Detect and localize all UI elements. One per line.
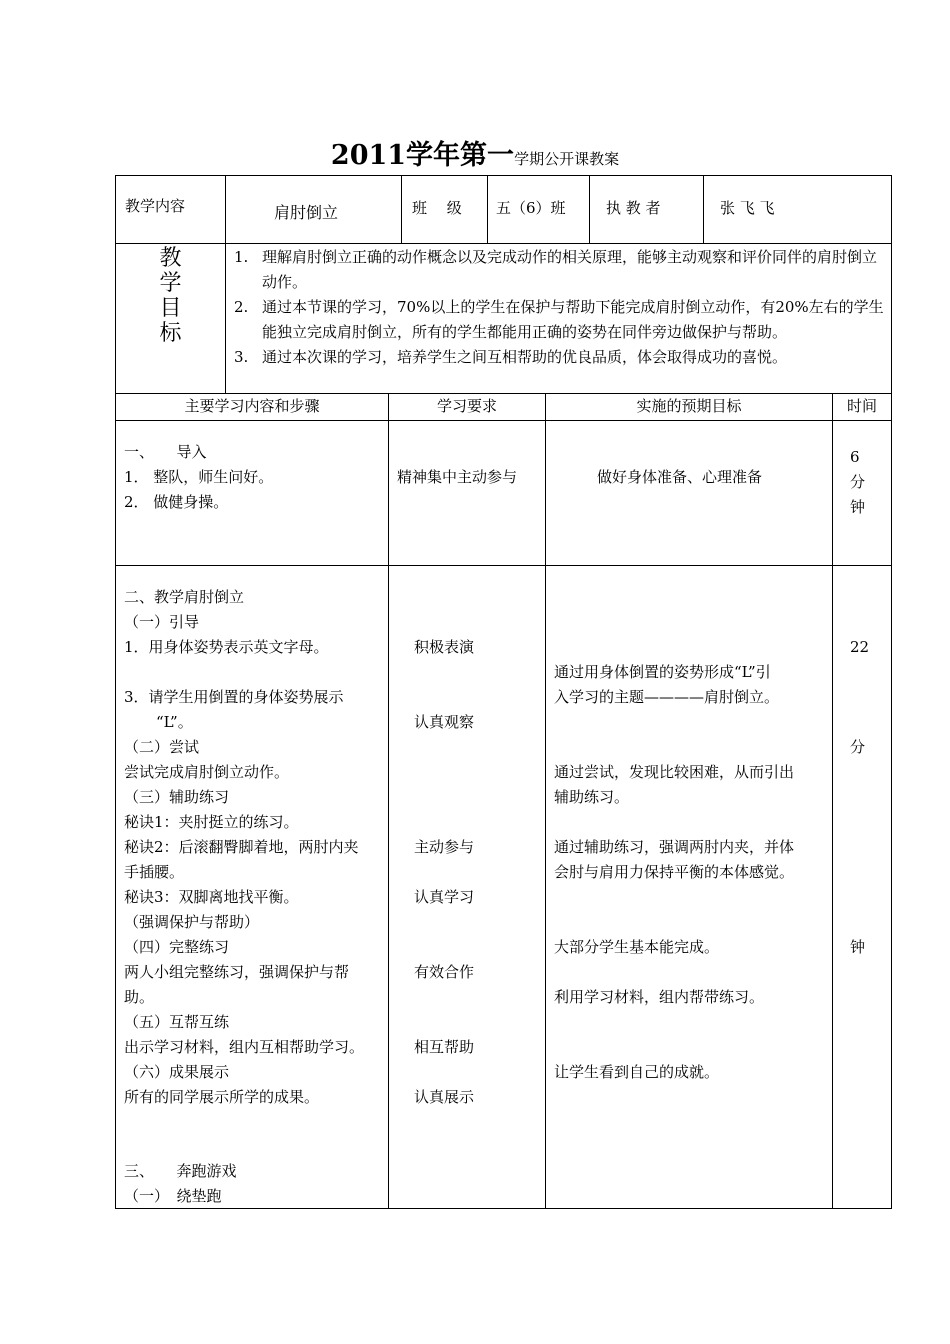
goal-text: 让学生看到自己的成就。 (554, 1063, 720, 1081)
row1-requirement-cell (389, 421, 546, 566)
time-text: 6 (850, 448, 860, 466)
goal-text: 辅助练习。 (554, 788, 630, 806)
content-label: 教学内容 (125, 197, 186, 215)
row1-goal-cell (546, 421, 833, 566)
step-line: 秘诀1：夹肘挺立的练习。 (124, 813, 299, 831)
page-title (0, 133, 950, 172)
class-label-cell (402, 176, 488, 244)
step-line: “L”。 (156, 713, 193, 731)
goal-text: 利用学习材料，组内帮带练习。 (554, 988, 765, 1006)
goals-label-char: 目 (159, 296, 182, 321)
requirement-text: 精神集中主动参与 (397, 468, 518, 486)
teacher-value: 张 飞 飞 (720, 199, 775, 217)
goals-label-char: 标 (159, 321, 182, 346)
col-header-steps: 主要学习内容和步骤 (116, 394, 389, 421)
step-line: （一） 绕垫跑 (124, 1187, 222, 1205)
goal-text: 通过本次课的学习，培养学生之间互相帮助的优良品质，体会取得成功的喜悦。 (262, 348, 788, 366)
class-value-cell (488, 176, 590, 244)
goal-text: 会肘与肩用力保持平衡的本体感觉。 (554, 863, 795, 881)
teacher-label-cell (590, 176, 704, 244)
requirement-text: 认真展示 (414, 1088, 475, 1106)
step-line: （强调保护与帮助） (124, 913, 260, 931)
row2-time-cell (833, 566, 892, 1209)
step-line: 3．请学生用倒置的身体姿势展示 (124, 688, 344, 706)
step-line: 尝试完成肩肘倒立动作。 (124, 763, 290, 781)
lesson-steps-table (115, 393, 892, 1209)
goal-text: 通过用身体倒置的姿势形成“L”引 (554, 663, 771, 681)
goals-label-cell (116, 244, 226, 394)
title-sub: 学期公开课教案 (514, 150, 620, 168)
requirement-text: 主动参与 (414, 838, 475, 856)
step-line: （四）完整练习 (124, 938, 230, 956)
goal-text: 大部分学生基本能完成。 (554, 938, 720, 956)
class-label: 班 级 (412, 199, 462, 217)
col-header-time: 时间 (833, 394, 892, 421)
step-line: 出示学习材料，组内互相帮助学习。 (124, 1038, 365, 1056)
row2-steps-cell (116, 566, 389, 1209)
step-line: 助。 (124, 988, 155, 1006)
goals-label (116, 244, 225, 346)
row1-time-cell (833, 421, 892, 566)
row2-requirement-cell (389, 566, 546, 1209)
teacher-value-cell (704, 176, 892, 244)
requirement-text: 相互帮助 (414, 1038, 475, 1056)
step-line: 一、 导入 (124, 443, 207, 461)
goal-item (226, 345, 885, 370)
content-label-cell (116, 176, 226, 244)
col-header-requirement: 学习要求 (389, 394, 546, 421)
step-line: 秘诀3：双脚离地找平衡。 (124, 888, 299, 906)
requirement-text: 认真学习 (414, 888, 475, 906)
goals-content-cell (226, 244, 892, 394)
lesson-info-table (115, 175, 892, 394)
requirement-text: 认真观察 (414, 713, 475, 731)
step-line: 秘诀2：后滚翻臀脚着地，两肘内夹 (124, 838, 359, 856)
time-text: 22 (850, 638, 870, 656)
requirement-text: 积极表演 (414, 638, 475, 656)
title-main: 2011学年第一 (330, 140, 515, 171)
step-line: （六）成果展示 (124, 1063, 230, 1081)
step-line: 三、 奔跑游戏 (124, 1162, 237, 1180)
step-line: 手插腰。 (124, 863, 185, 881)
goal-number: 1. (234, 248, 249, 266)
step-line: 2． 做健身操。 (124, 493, 229, 511)
time-text: 分 (850, 738, 866, 756)
row2-goal-cell (546, 566, 833, 1209)
requirement-text: 有效合作 (414, 963, 475, 981)
goal-item (226, 245, 885, 295)
step-line: （三）辅助练习 (124, 788, 230, 806)
time-text: 钟 (850, 938, 866, 956)
goal-text: 通过本节课的学习，70%以上的学生在保护与帮助下能完成肩肘倒立动作，有20%左右的学生能独立完成肩肘倒立，所有的学生都能用正确的姿势在同伴旁边做保护与帮助。 (262, 298, 884, 341)
row1-steps-cell (116, 421, 389, 566)
goal-number: 2. (234, 298, 249, 316)
goal-text: 通过尝试，发现比较困难，从而引出 (554, 763, 795, 781)
time-text: 分 (850, 473, 866, 491)
teacher-label: 执 教 者 (606, 199, 661, 217)
goals-label-char: 教 (159, 246, 182, 271)
goal-text: 通过辅助练习，强调两肘内夹，并体 (554, 838, 795, 856)
goal-text: 入学习的主题————肩肘倒立。 (554, 688, 780, 706)
content-value-cell (226, 176, 402, 244)
step-line: （一）引导 (124, 613, 200, 631)
time-text: 钟 (850, 498, 866, 516)
goal-text: 做好身体准备、心理准备 (597, 468, 763, 486)
step-line: （二）尝试 (124, 738, 200, 756)
goal-item (226, 295, 885, 345)
step-line: 二、教学肩肘倒立 (124, 588, 245, 606)
class-value: 五（6）班 (496, 199, 566, 217)
goal-text: 理解肩肘倒立正确的动作概念以及完成动作的相关原理，能够主动观察和评价同伴的肩肘倒立动作。 (262, 248, 878, 291)
col-header-goal: 实施的预期目标 (546, 394, 833, 421)
step-line: 1． 整队，师生问好。 (124, 468, 274, 486)
goal-number: 3. (234, 348, 249, 366)
step-line: 1．用身体姿势表示英文字母。 (124, 638, 329, 656)
goals-label-char: 学 (159, 271, 182, 296)
step-line: 所有的同学展示所学的成果。 (124, 1088, 320, 1106)
step-line: （五）互帮互练 (124, 1013, 230, 1031)
step-line: 两人小组完整练习，强调保护与帮 (124, 963, 350, 981)
content-value: 肩肘倒立 (274, 203, 339, 222)
